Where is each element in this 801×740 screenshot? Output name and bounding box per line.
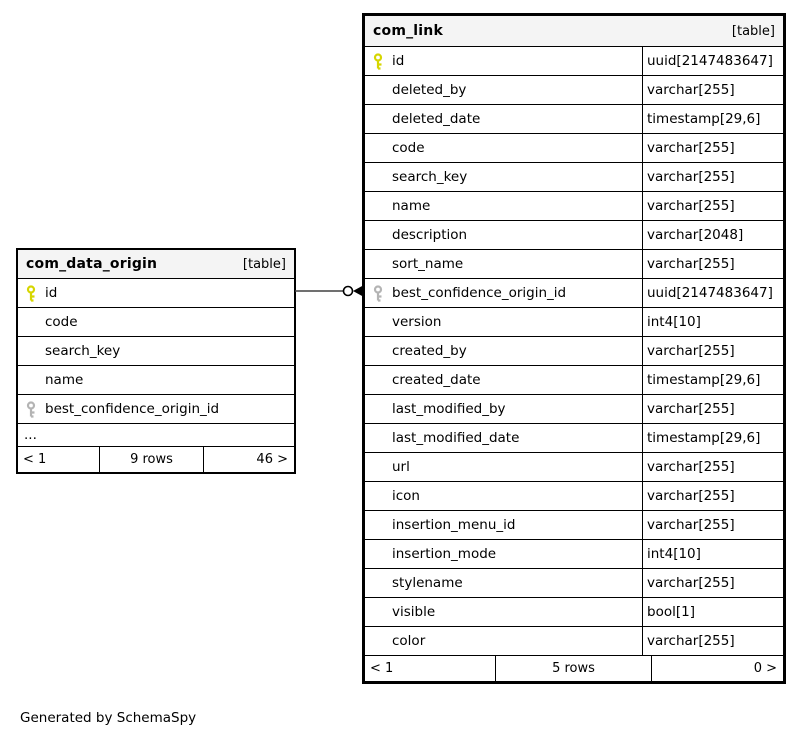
column-row-id bbox=[365, 47, 783, 76]
column-name-cell bbox=[365, 337, 642, 365]
column-name: insertion_mode bbox=[392, 546, 497, 562]
column-name: search_key bbox=[45, 343, 121, 359]
column-row-insertion_menu_id bbox=[365, 511, 783, 540]
foreign-key-icon-slot bbox=[371, 285, 392, 302]
column-type: int4[10] bbox=[642, 540, 783, 568]
column-type: varchar[255] bbox=[642, 337, 783, 365]
column-name-cell bbox=[18, 395, 294, 423]
column-row-sort_name bbox=[365, 250, 783, 279]
column-name-cell bbox=[365, 47, 642, 75]
column-name: name bbox=[45, 372, 84, 388]
column-name: code bbox=[392, 140, 425, 156]
table-header bbox=[18, 250, 294, 279]
column-name-cell bbox=[365, 598, 642, 626]
column-type: varchar[255] bbox=[642, 395, 783, 423]
column-row-deleted_by bbox=[365, 76, 783, 105]
column-name: color bbox=[392, 633, 426, 649]
column-name-cell bbox=[365, 511, 642, 539]
column-name: created_date bbox=[392, 372, 481, 388]
column-type: bool[1] bbox=[642, 598, 783, 626]
column-row-created_date bbox=[365, 366, 783, 395]
column-type: int4[10] bbox=[642, 308, 783, 336]
column-name: name bbox=[392, 198, 431, 214]
column-row-deleted_date bbox=[365, 105, 783, 134]
foreign-key-icon-slot bbox=[24, 401, 45, 418]
column-name: url bbox=[392, 459, 410, 475]
column-row-name bbox=[365, 192, 783, 221]
table-name[interactable]: com_data_origin bbox=[26, 256, 158, 272]
column-name-cell bbox=[365, 540, 642, 568]
column-name: stylename bbox=[392, 575, 463, 591]
table-header bbox=[365, 16, 783, 47]
column-name: icon bbox=[392, 488, 420, 504]
column-list bbox=[365, 47, 783, 656]
column-name-cell bbox=[365, 308, 642, 336]
row-count: 5 rows bbox=[495, 656, 652, 681]
column-name-cell bbox=[18, 279, 294, 307]
relationship-connector bbox=[294, 281, 364, 301]
column-name-cell bbox=[18, 424, 294, 446]
cardinality-arrowhead bbox=[353, 286, 363, 297]
table-type-badge: [table] bbox=[242, 256, 286, 272]
column-name-cell bbox=[365, 250, 642, 278]
column-name-cell bbox=[18, 366, 294, 394]
column-name: id bbox=[392, 53, 405, 69]
column-row-stylename bbox=[365, 569, 783, 598]
column-name: deleted_by bbox=[392, 82, 467, 98]
column-row-created_by bbox=[365, 337, 783, 366]
entity-com-link[interactable] bbox=[362, 13, 786, 684]
column-type: varchar[255] bbox=[642, 569, 783, 597]
column-list bbox=[18, 279, 294, 447]
column-name: search_key bbox=[392, 169, 468, 185]
column-row-code bbox=[365, 134, 783, 163]
foreign-key-icon bbox=[26, 401, 37, 418]
column-name: best_confidence_origin_id bbox=[392, 285, 567, 301]
column-type: varchar[255] bbox=[642, 163, 783, 191]
column-row-search_key bbox=[18, 337, 294, 366]
column-name: insertion_menu_id bbox=[392, 517, 516, 533]
column-row-color bbox=[365, 627, 783, 656]
column-type: timestamp[29,6] bbox=[642, 366, 783, 394]
primary-key-icon-slot bbox=[24, 285, 45, 302]
column-row-visible bbox=[365, 598, 783, 627]
column-name: last_modified_date bbox=[392, 430, 520, 446]
column-type: varchar[255] bbox=[642, 627, 783, 655]
column-name-cell bbox=[365, 76, 642, 104]
column-row-id bbox=[18, 279, 294, 308]
column-row-last_modified_date bbox=[365, 424, 783, 453]
column-row-best_confidence_origin_id bbox=[365, 279, 783, 308]
paginator-prev: < 1 bbox=[23, 452, 47, 467]
paginator-prev: < 1 bbox=[370, 661, 394, 676]
column-name-cell bbox=[365, 163, 642, 191]
column-name: deleted_date bbox=[392, 111, 481, 127]
column-name: id bbox=[45, 285, 58, 301]
paginator bbox=[365, 656, 783, 681]
table-name[interactable]: com_link bbox=[373, 23, 443, 39]
primary-key-icon-slot bbox=[371, 53, 392, 70]
column-name-cell bbox=[365, 569, 642, 597]
column-name-cell bbox=[18, 337, 294, 365]
column-type: timestamp[29,6] bbox=[642, 424, 783, 452]
column-name-cell bbox=[365, 279, 642, 307]
column-name-cell bbox=[365, 105, 642, 133]
column-row-url bbox=[365, 453, 783, 482]
column-name: code bbox=[45, 314, 78, 330]
column-name: visible bbox=[392, 604, 436, 620]
column-name-cell bbox=[365, 192, 642, 220]
column-name: sort_name bbox=[392, 256, 464, 272]
column-type: varchar[255] bbox=[642, 482, 783, 510]
cardinality-circle-marker bbox=[344, 287, 353, 296]
primary-key-icon bbox=[26, 285, 37, 302]
column-type: varchar[255] bbox=[642, 76, 783, 104]
column-type: varchar[255] bbox=[642, 453, 783, 481]
column-name-cell bbox=[365, 424, 642, 452]
column-name: best_confidence_origin_id bbox=[45, 401, 220, 417]
column-row-icon bbox=[365, 482, 783, 511]
column-name-cell bbox=[365, 134, 642, 162]
column-name-cell bbox=[18, 308, 294, 336]
column-row-best_confidence_origin_id bbox=[18, 395, 294, 424]
column-type: timestamp[29,6] bbox=[642, 105, 783, 133]
column-name: ... bbox=[24, 427, 37, 443]
column-name: created_by bbox=[392, 343, 467, 359]
row-count: 9 rows bbox=[99, 447, 204, 472]
column-row-version bbox=[365, 308, 783, 337]
paginator bbox=[18, 447, 294, 472]
column-name-cell bbox=[365, 395, 642, 423]
column-type: uuid[2147483647] bbox=[642, 47, 783, 75]
column-row-name bbox=[18, 366, 294, 395]
column-row-insertion_mode bbox=[365, 540, 783, 569]
column-name-cell bbox=[365, 453, 642, 481]
column-type: varchar[255] bbox=[642, 192, 783, 220]
column-name: version bbox=[392, 314, 442, 330]
column-name: last_modified_by bbox=[392, 401, 506, 417]
paginator-next: 46 > bbox=[256, 452, 288, 467]
column-name-cell bbox=[365, 221, 642, 249]
table-type-badge: [table] bbox=[731, 23, 775, 39]
column-type: varchar[255] bbox=[642, 250, 783, 278]
paginator-next: 0 > bbox=[753, 661, 777, 676]
column-row-description bbox=[365, 221, 783, 250]
column-name: description bbox=[392, 227, 468, 243]
primary-key-icon bbox=[373, 53, 384, 70]
column-name-cell bbox=[365, 627, 642, 655]
column-type: varchar[255] bbox=[642, 134, 783, 162]
column-type: uuid[2147483647] bbox=[642, 279, 783, 307]
column-name-cell bbox=[365, 482, 642, 510]
column-row-last_modified_by bbox=[365, 395, 783, 424]
column-row-search_key bbox=[365, 163, 783, 192]
column-type: varchar[255] bbox=[642, 511, 783, 539]
column-name-cell bbox=[365, 366, 642, 394]
column-row-code bbox=[18, 308, 294, 337]
schemaspy-credit: Generated by SchemaSpy bbox=[20, 710, 197, 726]
foreign-key-icon bbox=[373, 285, 384, 302]
entity-com-data-origin[interactable] bbox=[16, 248, 296, 474]
more-columns-row bbox=[18, 424, 294, 447]
column-type: varchar[2048] bbox=[642, 221, 783, 249]
